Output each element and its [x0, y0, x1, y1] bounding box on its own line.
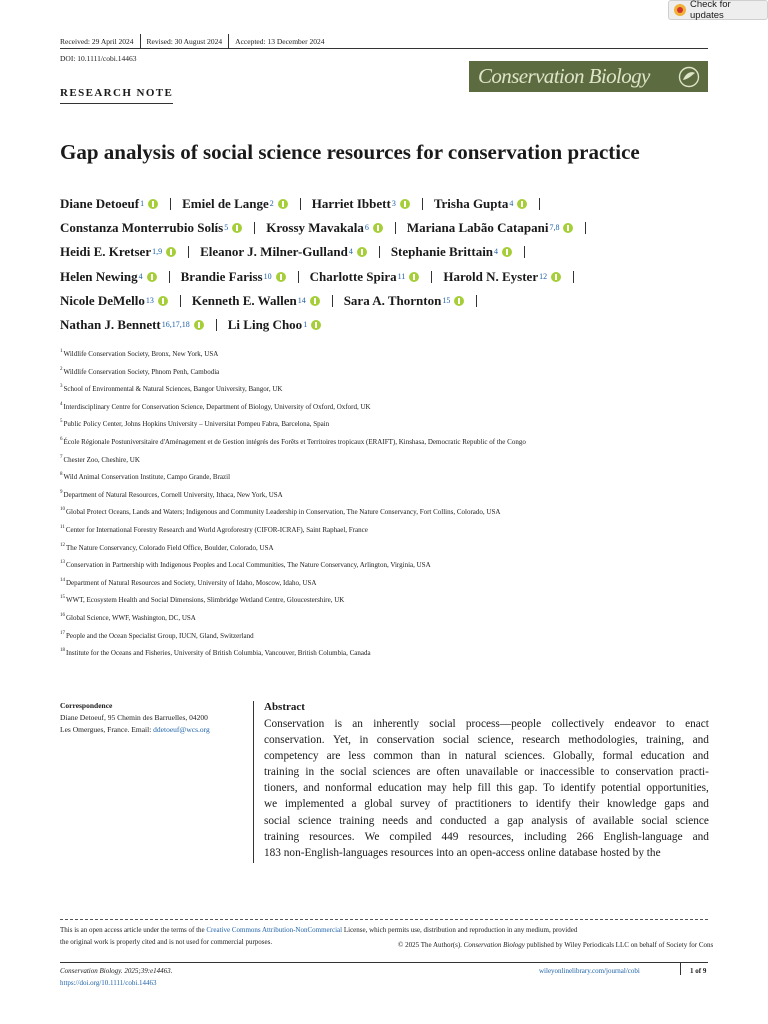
abstract-word: research: [522, 734, 560, 747]
check-for-updates-button[interactable]: [668, 0, 768, 20]
abstract-word: social: [340, 766, 367, 779]
affiliation-item: [60, 473, 720, 491]
abstract-word: science: [675, 814, 709, 827]
license-divider: [60, 919, 708, 920]
author-name: Charlotte Spira: [309, 268, 397, 284]
abstract-word: sciences: [372, 766, 411, 779]
abstract-word: less: [348, 750, 366, 763]
correspondence-line: [60, 725, 210, 734]
author[interactable]: Helen Newing 4: [60, 269, 157, 285]
correspondence-heading: Correspondence: [60, 701, 113, 710]
affiliation-number: 12: [60, 542, 65, 548]
correspondence-address: Diane Detoeuf, 95 Chemin des Barruelles, 04200: [60, 713, 208, 722]
abstract-line: [264, 780, 709, 796]
affiliation-number: 17: [60, 630, 65, 636]
abstract-word: this: [496, 782, 513, 795]
abstract-word: training: [264, 766, 300, 779]
affiliation-number: 16: [60, 612, 65, 618]
abstract-word: in: [305, 766, 315, 779]
abstract-word: unavailable: [465, 766, 519, 779]
affiliation-item: [60, 403, 720, 421]
affiliation-number: 8: [60, 472, 63, 478]
abstract-word: We: [364, 830, 380, 843]
author-separator: [254, 222, 255, 234]
abstract-word: English-language: [603, 830, 683, 843]
abstract-word: social: [641, 814, 668, 827]
abstract-word: in: [448, 750, 458, 763]
abstract-word: and: [692, 734, 709, 747]
license-line-1: [60, 926, 577, 934]
author-name: Kenneth E. Wallen: [191, 292, 297, 308]
author[interactable]: Li Ling Choo 1: [228, 317, 321, 333]
abstract-word: often: [436, 766, 460, 779]
affiliation-text: WWT, Ecosystem Health and Social Dimensions, Slimbridge Wetland Centre, Gloucestershire, UK: [66, 596, 345, 605]
abstract-word: to: [600, 766, 610, 779]
affiliation-text: Chester Zoo, Cheshire, UK: [63, 455, 140, 464]
correspondence-address-cont: Les Omergues, France. Email:: [60, 725, 154, 734]
author-separator: [379, 246, 380, 258]
author[interactable]: Trisha Gupta 4: [434, 196, 528, 212]
orcid-icon[interactable]: [551, 272, 561, 282]
author-separator: [476, 295, 477, 307]
affiliation-number: 7: [60, 454, 63, 460]
abstract-heading: Abstract: [264, 701, 305, 713]
affiliation-number: 14: [60, 577, 65, 583]
author-name: Li Ling Choo: [227, 317, 303, 333]
author[interactable]: Eleanor J. Milner-Gulland 4: [200, 244, 367, 260]
author-name: Sara A. Thornton: [343, 292, 442, 308]
abstract-line: [264, 732, 709, 748]
author[interactable]: Harold N. Eyster 12: [443, 269, 561, 285]
abstract-line: [264, 764, 709, 780]
orcid-icon[interactable]: [563, 223, 573, 233]
affiliation-text: People and the Ocean Specialist Group, IUCN, Gland, Switzerland: [66, 631, 254, 640]
affiliation-text: School of Environmental & Natural Sciences, Bangor University, Bangor, UK: [63, 385, 283, 394]
crossmark-icon: [674, 4, 686, 16]
abstract-word: we: [264, 798, 278, 811]
abstract-word: social: [264, 814, 291, 827]
article-type: RESEARCH NOTE: [60, 87, 174, 99]
abstract-word: collectively: [551, 718, 605, 730]
abstract-word: knowledge: [606, 798, 657, 811]
abstract-word: non-English-languages: [283, 846, 391, 859]
abstract-word: science,: [477, 734, 514, 747]
abstract-line: [264, 748, 709, 764]
license-link[interactable]: Creative Commons Attribution-NonCommercial: [206, 926, 343, 934]
orcid-icon[interactable]: [166, 247, 176, 257]
abstract-word: and: [415, 814, 433, 827]
affiliation-item: [60, 649, 720, 667]
affiliation-number: 11: [60, 524, 65, 530]
author-separator: [539, 198, 540, 210]
abstract-word: potential: [601, 782, 641, 795]
abstract-word: compiled: [389, 830, 432, 843]
abstract-word: a: [351, 798, 357, 811]
affiliation-item: [60, 526, 720, 544]
author-name: Harriet Ibbett: [311, 196, 391, 212]
abstract-word: a: [494, 814, 500, 827]
affiliation-number: 1: [60, 349, 63, 354]
abstract-word: common: [373, 750, 413, 763]
abstract-word: 266: [576, 830, 594, 843]
abstract-word: to: [666, 718, 675, 730]
author-name: Harold N. Eyster: [443, 268, 539, 284]
copyright-text: © 2025 The Author(s).: [398, 941, 464, 949]
affiliation-item: [60, 385, 720, 403]
author-name: Helen Newing: [60, 268, 138, 284]
affiliation-text: École Régionale Postuniversitaire d'Aménagement et de Gestion intégrés des Forêts et Territoires tropicaux (ERAIFT), Kinshasa, Democratic Republic of the Congo: [63, 437, 526, 446]
received-date: Received: 29 April 2024: [60, 36, 134, 46]
affiliation-item: [60, 420, 720, 438]
author-list: [60, 192, 720, 337]
abstract-word: help: [452, 782, 472, 795]
abstract-word: inherently: [373, 718, 420, 730]
orcid-icon[interactable]: [400, 199, 410, 209]
orcid-icon[interactable]: [276, 272, 286, 282]
abstract-word: in: [359, 734, 369, 747]
author-name: Nathan J. Bennett: [60, 317, 161, 333]
abstract-word: process—people: [465, 718, 542, 730]
affiliation-item: [60, 508, 720, 526]
author[interactable]: Emiel de Lange 2: [182, 196, 288, 212]
affiliation-item: [60, 491, 720, 509]
page-number: 1 of 9: [690, 967, 707, 975]
abstract-word: of: [438, 798, 448, 811]
journal-logo-text: Conservation Biology: [478, 64, 650, 88]
abstract-word: the: [646, 846, 661, 859]
abstract-word: needs: [382, 814, 409, 827]
abstract-word: available: [592, 814, 634, 827]
author-row: [60, 313, 720, 337]
abstract-word: an: [456, 846, 471, 859]
author-separator: [422, 198, 423, 210]
footer-divider: [680, 962, 681, 975]
abstract-body: [264, 716, 709, 861]
orcid-icon[interactable]: [148, 199, 158, 209]
abstract-word: Conservation: [264, 718, 325, 730]
orcid-icon[interactable]: [194, 320, 204, 330]
abstract-line: [264, 813, 709, 829]
abstract-word: to: [519, 798, 529, 811]
author-row: [60, 265, 720, 289]
abstract-word: may: [427, 782, 447, 795]
abstract-word: education: [640, 750, 685, 763]
orcid-icon[interactable]: [232, 223, 242, 233]
author-separator: [431, 271, 432, 283]
abstract-word: and: [692, 750, 709, 763]
article-dates: [60, 34, 325, 48]
author[interactable]: Charlotte Spira 11: [310, 269, 420, 285]
abstract-word: 449: [441, 830, 459, 843]
revised-date: Revised: 30 August 2024: [146, 36, 223, 46]
author-separator: [332, 295, 333, 307]
abstract-word: Yet,: [333, 734, 352, 747]
affiliation-number: 4: [60, 401, 63, 407]
license-line-2: the original work is properly cited and is not used for commercial purposes.: [60, 938, 273, 946]
author-separator: [188, 246, 189, 258]
author-separator: [524, 246, 525, 258]
copyright-text: published by Wiley Periodicals LLC on behalf of Society for Cons: [524, 941, 714, 949]
license-text: License, which permits use, distribution and reproduction in any medium, provided: [342, 926, 578, 934]
affiliation-number: 3: [60, 384, 63, 390]
check-for-updates-label: Check for updates: [690, 0, 731, 21]
author[interactable]: Nicole DeMello 13: [60, 293, 168, 309]
article-doi: DOI: 10.1111/cobi.14463: [60, 54, 137, 63]
abstract-word: practitioners: [455, 798, 512, 811]
abstract-word: social: [429, 718, 456, 730]
affiliation-text: Global Protect Oceans, Lands and Waters; Indigenous and Community Leadership in Conservation, The Nature Conservancy, Fort Collins, Colorado, USA: [66, 508, 501, 517]
affiliation-text: Institute for the Oceans and Fisheries, University of British Columbia, Vancouver, British Columbia, Canada: [66, 649, 371, 658]
abstract-word: To: [543, 782, 555, 795]
abstract-word: is: [334, 718, 343, 730]
abstract-word: training: [339, 814, 375, 827]
affiliation-text: Conservation in Partnership with Indigenous Peoples and Local Communities, The Nature Conservancy, Arlington, Virginia, USA: [66, 561, 431, 570]
affiliation-number: 2: [60, 366, 63, 372]
author[interactable]: Sara A. Thornton 15: [344, 293, 465, 309]
affiliation-number: 18: [60, 648, 65, 654]
author-row: [60, 289, 720, 313]
affiliation-text: The Nature Conservancy, Colorado Field Office, Boulder, Colorado, USA: [66, 543, 274, 552]
article-type-rule: [60, 103, 173, 104]
author-name: Eleanor J. Milner-Gulland: [200, 244, 348, 260]
affiliation-number: 6: [60, 436, 63, 442]
author-name: Diane Detoeuf: [60, 196, 140, 212]
abstract-word: gap: [507, 814, 524, 827]
author[interactable]: Heidi E. Kretser 1,9: [60, 244, 176, 260]
orcid-icon[interactable]: [502, 247, 512, 257]
abstract-word: science: [298, 814, 332, 827]
author-name: Emiel de Lange: [182, 196, 269, 212]
author-name: Trisha Gupta: [433, 196, 509, 212]
abstract-word: including: [523, 830, 567, 843]
abstract-word: gaps: [664, 798, 685, 811]
abstract-word: identify: [560, 782, 596, 795]
affiliation-list: [60, 350, 720, 667]
abstract-word: training,: [646, 734, 685, 747]
affiliation-number: 10: [60, 507, 65, 513]
abstract-word: gap.: [518, 782, 538, 795]
footer-rule: [60, 962, 708, 963]
abstract-word: conducted: [440, 814, 487, 827]
accepted-date: Accepted: 13 December 2024: [235, 36, 325, 46]
abstract-word: identify: [535, 798, 571, 811]
abstract-word: implemented: [284, 798, 344, 811]
orcid-icon[interactable]: [158, 296, 168, 306]
author-separator: [395, 222, 396, 234]
author-separator: [216, 319, 217, 331]
affiliation-item: [60, 456, 720, 474]
affiliation-text: Interdisciplinary Centre for Conservation Science, Department of Biology, University of Oxford, Oxford, UK: [63, 402, 371, 411]
author-name: Krossy Mavakala: [266, 220, 364, 236]
affiliation-item: [60, 368, 720, 386]
abstract-word: into: [436, 846, 457, 859]
abstract-word: than: [420, 750, 441, 763]
author[interactable]: Krossy Mavakala 6: [266, 220, 383, 236]
author[interactable]: Diane Detoeuf 1: [60, 196, 158, 212]
affiliation-text: Wildlife Conservation Society, Bronx, New York, USA: [63, 350, 219, 358]
author-name: Brandie Fariss: [180, 268, 263, 284]
affiliation-item: [60, 438, 720, 456]
abstract-word: or: [524, 766, 534, 779]
abstract-side-rule: [253, 701, 254, 863]
orcid-icon[interactable]: [373, 223, 383, 233]
orcid-icon[interactable]: [147, 272, 157, 282]
affiliation-item: [60, 614, 720, 632]
affiliation-item: [60, 579, 720, 597]
author-separator: [585, 222, 586, 234]
affiliation-item: [60, 632, 720, 650]
copyright-journal: Conservation Biology: [463, 941, 525, 949]
abstract-line: [264, 716, 709, 732]
abstract-word: formal: [602, 750, 633, 763]
abstract-word: hosted: [600, 846, 633, 859]
abstract-word: resources,: [468, 830, 514, 843]
abstract-word: fill: [477, 782, 491, 795]
author[interactable]: Brandie Fariss 10: [181, 269, 286, 285]
affiliation-number: 5: [60, 419, 63, 425]
abstract-word: open-access: [470, 846, 528, 859]
affiliation-text: Center for International Forestry Research and World Agroforestry (CIFOR-ICRAF), Saint Raphael, France: [65, 525, 368, 534]
orcid-icon[interactable]: [517, 199, 527, 209]
abstract-word: competency: [264, 750, 319, 763]
abstract-word: an: [352, 718, 363, 730]
abstract-word: 183: [264, 846, 284, 859]
author[interactable]: Nathan J. Bennett 16,17,18: [60, 317, 204, 333]
author-separator: [169, 271, 170, 283]
abstract-word: nonformal: [325, 782, 373, 795]
abstract-word: social: [442, 734, 470, 747]
author-row: [60, 192, 720, 216]
abstract-word: opportunities,: [646, 782, 709, 795]
abstract-word: global: [364, 798, 393, 811]
footer-journal-link[interactable]: wileyonlinelibrary.com/journal/cobi: [539, 967, 640, 975]
correspondence-email-link[interactable]: ddetoeuf@wcs.org: [153, 725, 210, 734]
abstract-word: database: [558, 846, 601, 859]
abstract-word: natural: [465, 750, 497, 763]
affiliation-number: 15: [60, 595, 65, 601]
affiliation-number: 9: [60, 489, 63, 495]
date-divider: [228, 34, 229, 48]
author-separator: [573, 271, 574, 283]
abstract-word: by: [632, 846, 647, 859]
abstract-word: resources.: [309, 830, 355, 843]
abstract-word: methodologies,: [568, 734, 638, 747]
orcid-icon[interactable]: [311, 320, 321, 330]
copyright-line: [398, 941, 713, 949]
orcid-icon[interactable]: [310, 296, 320, 306]
affiliation-item: [60, 561, 720, 579]
author-separator: [170, 198, 171, 210]
affiliation-text: Global Science, WWF, Washington, DC, USA: [66, 613, 196, 622]
abstract-word: Globally,: [552, 750, 595, 763]
abstract-word: tioners,: [264, 782, 298, 795]
author[interactable]: Harriet Ibbett 3: [312, 196, 410, 212]
abstract-word: are: [326, 750, 341, 763]
affiliation-item: [60, 544, 720, 562]
abstract-word: inaccessible: [539, 766, 595, 779]
abstract-word: and: [692, 830, 709, 843]
affiliation-text: Wildlife Conservation Society, Phnom Penh, Cambodia: [63, 367, 220, 376]
footer-citation: Conservation Biology. 2025;39:e14463.: [60, 967, 173, 975]
abstract-word: endeavor: [614, 718, 656, 730]
abstract-word: sciences.: [504, 750, 545, 763]
abstract-word: their: [578, 798, 600, 811]
author-row: [60, 216, 720, 240]
author-separator: [180, 295, 181, 307]
orcid-icon[interactable]: [357, 247, 367, 257]
abstract-line: [264, 845, 709, 861]
article-title: Gap analysis of social science resources for conservation practice: [60, 140, 640, 164]
society-leaf-icon: [678, 66, 700, 88]
abstract-word: and: [692, 798, 709, 811]
affiliation-item: [60, 350, 720, 368]
author[interactable]: Stephanie Brittain 4: [391, 244, 512, 260]
author[interactable]: Mariana Labão Catapani 7,8: [407, 220, 574, 236]
author-separator: [298, 271, 299, 283]
date-divider: [140, 34, 141, 48]
journal-logo[interactable]: [469, 61, 708, 92]
abstract-word: resources: [390, 846, 437, 859]
abstract-word: education: [377, 782, 422, 795]
abstract-word: online: [527, 846, 559, 859]
header-rule: [60, 48, 708, 49]
abstract-word: analysis: [531, 814, 568, 827]
abstract-word: survey: [400, 798, 431, 811]
affiliation-item: [60, 596, 720, 614]
author-name: Stephanie Brittain: [390, 244, 494, 260]
abstract-word: of: [575, 814, 585, 827]
footer-doi-link[interactable]: https://doi.org/10.1111/cobi.14463: [60, 979, 157, 987]
license-text: This is an open access article under the terms of the: [60, 926, 207, 934]
orcid-icon[interactable]: [409, 272, 419, 282]
abstract-word: conservation: [376, 734, 435, 747]
affiliation-number: 13: [60, 560, 65, 566]
abstract-line: [264, 796, 709, 812]
abstract-word: are: [416, 766, 431, 779]
affiliation-text: Department of Natural Resources and Society, University of Idaho, Moscow, Idaho, USA: [66, 578, 317, 587]
author-name: Mariana Labão Catapani: [406, 220, 549, 236]
author-row: [60, 240, 720, 264]
orcid-icon[interactable]: [454, 296, 464, 306]
author-name: Constanza Monterrubio Solís: [60, 220, 224, 236]
abstract-word: the: [320, 766, 335, 779]
abstract-word: conservation.: [264, 734, 325, 747]
abstract-word: training: [264, 830, 300, 843]
author[interactable]: Constanza Monterrubio Solís 5: [60, 220, 242, 236]
orcid-icon[interactable]: [278, 199, 288, 209]
author[interactable]: Kenneth E. Wallen 14: [192, 293, 320, 309]
abstract-word: conservation: [615, 766, 674, 779]
abstract-word: and: [303, 782, 320, 795]
abstract-word: practi-: [679, 766, 709, 779]
author-separator: [300, 198, 301, 210]
author-name: Nicole DeMello: [60, 292, 145, 308]
abstract-word: enact: [685, 718, 709, 730]
abstract-line: [264, 829, 709, 845]
author-name: Heidi E. Kretser: [60, 244, 152, 260]
affiliation-text: Wild Animal Conservation Institute, Campo Grande, Brazil: [63, 473, 231, 482]
affiliation-text: Public Policy Center, Johns Hopkins University – Universitat Pompeu Fabra, Barcelona, Spain: [63, 420, 330, 429]
affiliation-text: Department of Natural Resources, Cornell University, Ithaca, New York, USA: [63, 490, 283, 499]
